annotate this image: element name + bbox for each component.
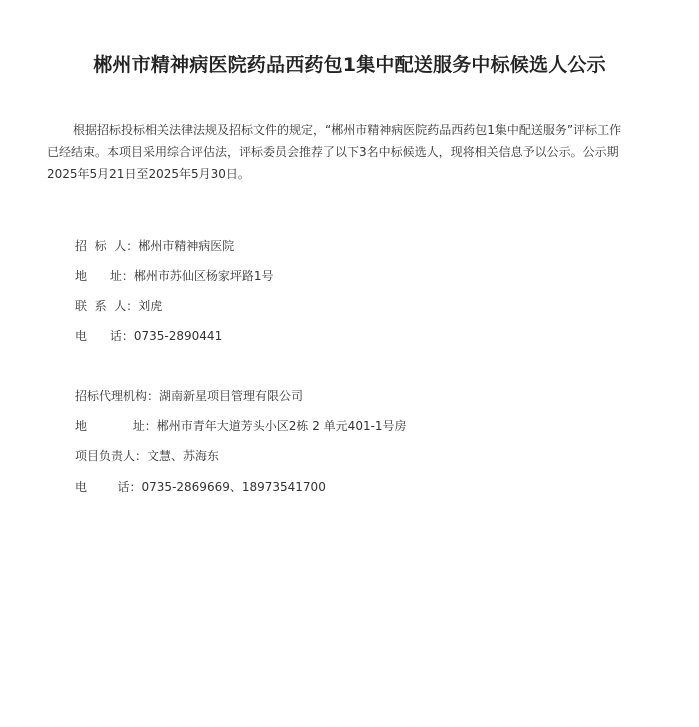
tenderer-name-label: 招 标 人： (75, 239, 139, 253)
tenderer-phone-label: 电 话： (75, 329, 134, 343)
intro-paragraph: 根据招标投标相关法律法规及招标文件的规定，“郴州市精神病医院药品西药包1集中配送服务”评标工作已经结束。本项目采用综合评估法，评标委员会推荐了以下3名中标候选人，现将相关信息予以公示。公示期2025年5月21日至2025年5月30日。 (47, 123, 622, 181)
agency-name-line (75, 388, 303, 404)
agency-name-label: 招标代理机构： (75, 389, 160, 403)
agency-phone-value: 0735-2869669、18973541700 (141, 480, 326, 494)
tenderer-phone-value: 0735-2890441 (133, 329, 223, 343)
tenderer-contact-line (75, 298, 162, 314)
agency-phone-line (75, 479, 326, 495)
tenderer-address-line (75, 268, 274, 284)
agency-manager-line (75, 448, 219, 464)
agency-manager-label: 项目负责人： (75, 449, 148, 463)
tenderer-contact-value: 刘虎 (138, 299, 163, 313)
agency-address-value: 郴州市青年大道芳头小区2栋 2 单元401-1号房 (156, 419, 407, 433)
tenderer-name-value: 郴州市精神病医院 (138, 239, 235, 253)
agency-name-value: 湖南新星项目管理有限公司 (159, 389, 304, 403)
page-title: 郴州市精神病医院药品西药包1集中配送服务中标候选人公示 (93, 54, 606, 76)
agency-address-label: 地 址： (75, 419, 157, 433)
tenderer-address-label: 地 址： (75, 269, 134, 283)
tenderer-name-line (75, 238, 234, 254)
agency-address-line (75, 418, 407, 434)
tenderer-address-value: 郴州市苏仙区杨家坪路1号 (133, 269, 274, 283)
agency-manager-value: 文慧、苏海东 (147, 449, 220, 463)
tenderer-phone-line (75, 328, 222, 344)
agency-phone-label: 电 话： (75, 480, 142, 494)
tenderer-contact-label: 联 系 人： (75, 299, 139, 313)
